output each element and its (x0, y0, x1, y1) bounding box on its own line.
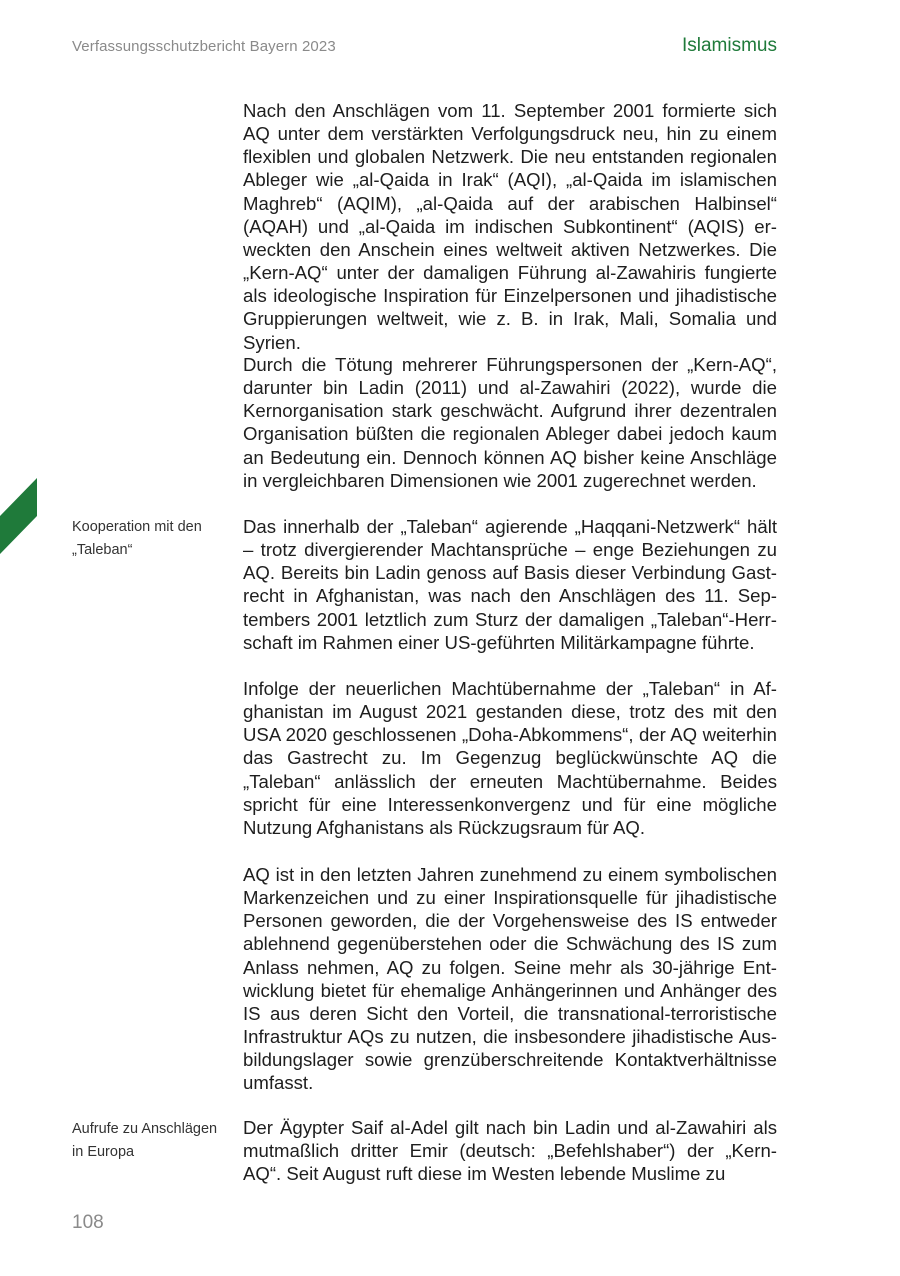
paragraph-2: Durch die Tötung mehrerer Führungspersonen der „Kern-AQ“, darunter bin Ladin (2011) und al-Zawahiri (2022), wurde die Kernorganisation stark geschwächt. Aufgrund ihrer dezentralen Organisation büßten die regionalen Ableger dabei jedoch kaum an Bedeutung ein. Dennoch können AQ bisher keine Anschläge in vergleichbaren Dimensionen wie 2001 zugerechnet werden. (243, 354, 777, 491)
running-header-publication: Verfassungsschutzbericht Bayern 2023 (72, 38, 336, 55)
margin-note-aufrufe: Aufrufe zu Anschlägen in Europa (72, 1121, 218, 1160)
paragraph-3: Das innerhalb der „Taleban“ agierende „Haqqani-Netzwerk“ hält – trotz divergierender Machtansprüche – enge Beziehungen zu AQ. Bereits bin Ladin genoss auf Basis dieser Verbindung Gastrecht in Afghanistan, was nach den Anschlägen des 11. Septembers 2001 letztlich zum Sturz der damaligen „Taleban“-Herrschaft im Rahmen einer US-geführten Militärkampagne führte. (243, 516, 777, 653)
paragraph-1: Nach den Anschlägen vom 11. September 2001 formierte sich AQ unter dem verstärkten Verfolgungsdruck neu, hin zu einem flexiblen und globalen Netzwerk. Die neu entstanden regionalen Ableger wie „al-Qaida in Irak“ (AQI), „al-Qaida im islamischen Maghreb“ (AQIM), „al-Qaida auf der arabischen Halbinsel“ (AQAH) und „al-Qaida im indischen Subkontinent“ (AQIS) erweckten den Anschein eines weltweit aktiven Netzwerkes. Die „Kern-AQ“ unter der damaligen Führung al-Zawahiris fungierte als ideologische Inspiration für Einzelpersonen und jihadistische Gruppierungen weltweit, wie z. B. in Irak, Mali, Somalia und Syrien. (243, 100, 777, 353)
paragraph-4: Infolge der neuerlichen Machtübernahme der „Taleban“ in Afghanistan im August 2021 gestanden diese, trotz des mit den USA 2020 geschlossenen „Doha-Abkommens“, der AQ weiterhin das Gastrecht zu. Im Gegenzug beglückwünschte AQ die „Taleban“ anlässlich der erneuten Machtübernahme. Beides spricht für eine Interessenkonvergenz und für eine mögliche Nutzung Afghanistans als Rückzugsraum für AQ. (243, 678, 777, 838)
paragraph-6: Der Ägypter Saif al-Adel gilt nach bin Ladin und al-Zawahiri als mutmaßlich dritter Emir (deutsch: „Befehlshaber“) der „Kern-AQ“. Seit August ruft diese im Westen lebende Muslime zu (243, 1117, 777, 1185)
running-header-section: Islamismus (681, 35, 777, 56)
page-number: 108 (72, 1212, 104, 1233)
margin-note-kooperation: Kooperation mit den „Taleban“ (72, 519, 202, 558)
paragraph-5: AQ ist in den letzten Jahren zunehmend zu einem symbolischen Markenzeichen und zu einer Inspirationsquelle für jihadistische Personen geworden, die der Vorgehensweise des IS entweder ablehnend gegenüberstehen oder die Schwächung des IS zum Anlass nehmen, AQ zu folgen. Seine mehr als 30-jährige Entwicklung bietet für ehemalige Anhängerinnen und Anhänger des IS aus deren Sicht den Vorteil, die transnational-terroristische Infrastruktur AQs zu nutzen, die insbesondere jihadistische Ausbildungslager sowie grenzüberschreitende Kontaktverhältnisse umfasst. (243, 864, 777, 1094)
section-marker-tab (0, 478, 37, 554)
